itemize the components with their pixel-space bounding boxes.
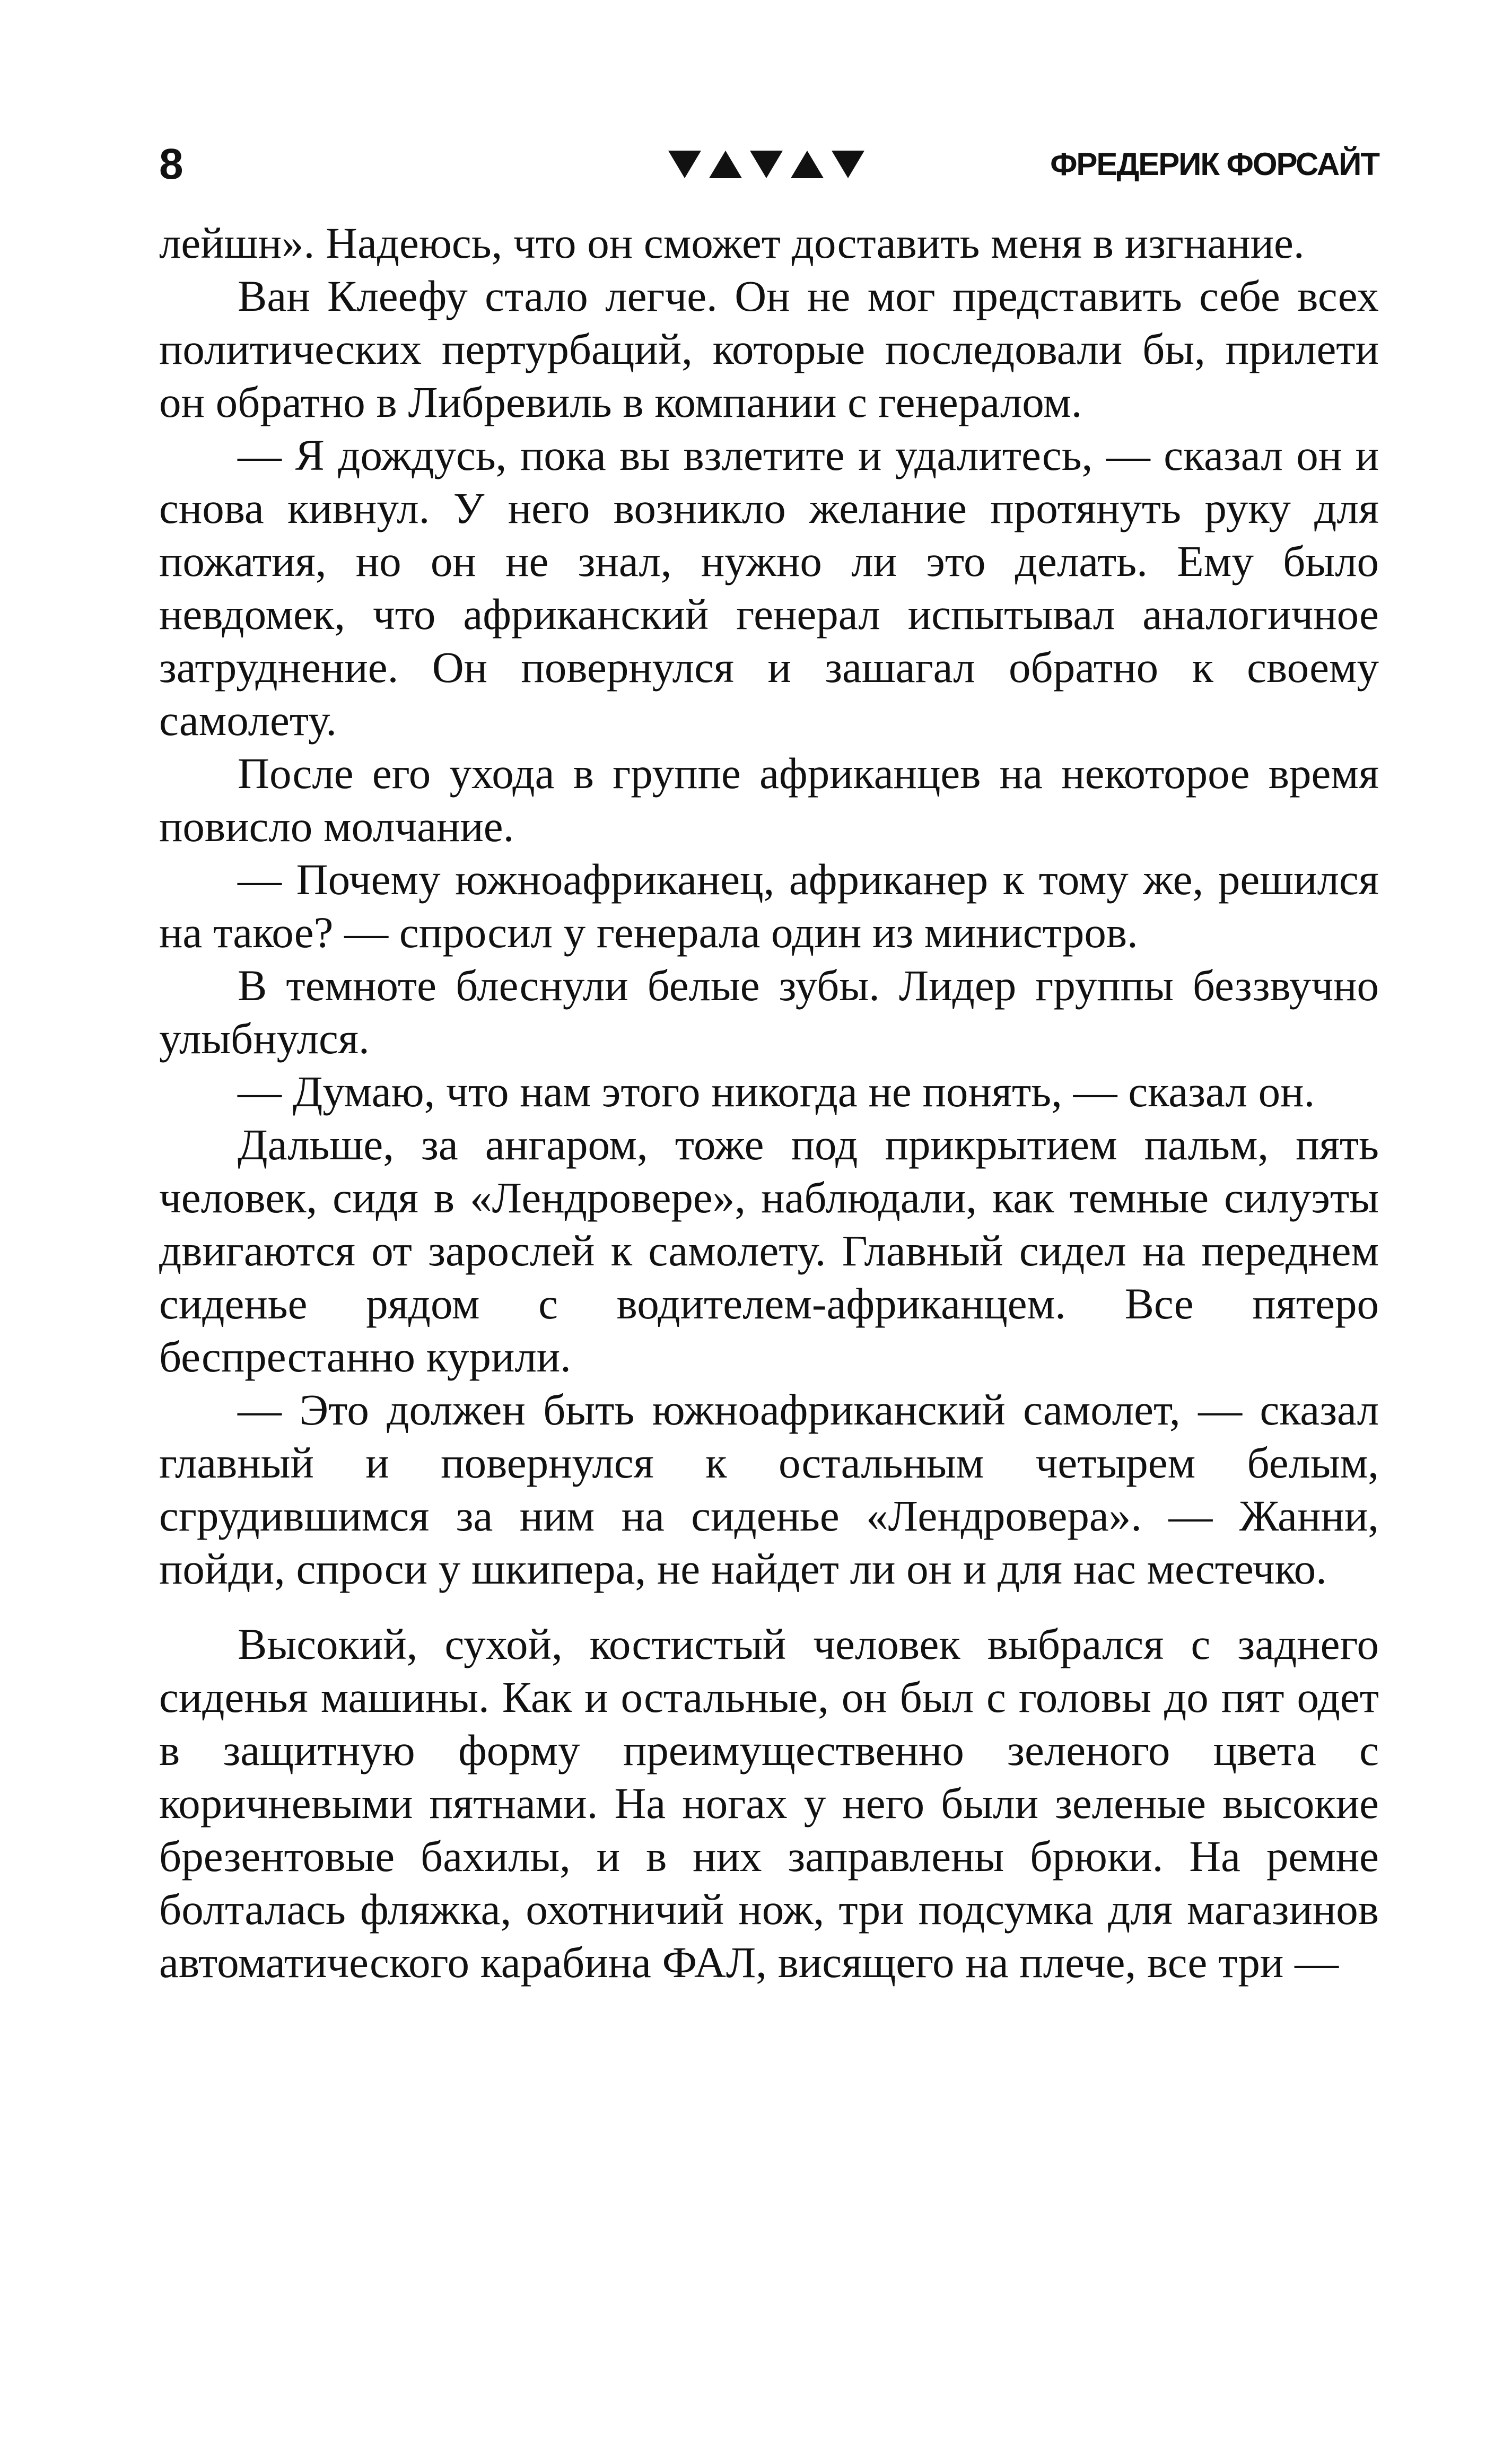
paragraph: — Это должен быть южноафриканский самолет, — сказал главный и повернулся к остальным четырем белым, сгрудившимся за ним на сиденье «Лендровера». — Жанни, пойди, спроси у шкипера, не найдет ли он и для нас местечко. (159, 1385, 1379, 1593)
triangle-ornament-icon (668, 135, 864, 194)
paragraph: После его ухода в группе африканцев на некоторое время повисло молчание. (159, 749, 1379, 851)
paragraph: Высокий, сухой, костистый человек выбрался с заднего сиденья машины. Как и остальные, он был с головы до пят одет в защитную форму преимущественно зеленого цвета с коричневыми пятнами. На ногах у него были зеленые высокие брезентовые бахилы, и в них заправлены брюки. На ремне болталась фляжка, охотничий нож, три подсумка для магазинов автоматического карабина ФАЛ, висящего на плече, все три — (159, 1620, 1379, 1987)
triangle-down-icon (668, 151, 701, 178)
running-head (159, 135, 1379, 194)
paragraph: В темноте блеснули белые зубы. Лидер группы беззвучно улыбнулся. (159, 961, 1379, 1063)
page-number: 8 (159, 140, 183, 188)
body-text (159, 216, 1379, 1989)
triangle-up-icon (791, 151, 824, 178)
paragraph: — Я дождусь, пока вы взлетите и удалитесь, — сказал он и снова кивнул. У него возникло желание протянуть руку для пожатия, но он не знал, нужно ли это делать. Ему было невдомек, что африканский генерал испытывал аналогичное затруднение. Он повернулся и зашагал обратно к своему самолету. (159, 431, 1379, 745)
triangle-down-icon (750, 151, 783, 178)
running-head-author: ФРЕДЕРИК ФОРСАЙТ (1050, 146, 1379, 182)
paragraph: — Почему южноафриканец, африканер к тому же, решился на такое? — спросил у генерала один из министров. (159, 855, 1379, 957)
paragraph: лейшн». Надеюсь, что он сможет доставить меня в изгнание. (159, 218, 1305, 267)
paragraph: Дальше, за ангаром, тоже под прикрытием пальм, пять человек, сидя в «Лендровере», наблюдали, как темные силуэты двигаются от зарослей к самолету. Главный сидел на переднем сиденье рядом с водителем-африканцем. Все пятеро беспрестанно курили. (159, 1120, 1379, 1381)
paragraph: — Думаю, что нам этого никогда не понять, — сказал он. (238, 1067, 1315, 1116)
paragraph: Ван Клеефу стало легче. Он не мог представить себе всех политических пертурбаций, которые последовали бы, прилети он обратно в Либревиль в компании с генералом. (159, 272, 1379, 426)
triangle-down-icon (832, 151, 864, 178)
triangle-up-icon (709, 151, 742, 178)
